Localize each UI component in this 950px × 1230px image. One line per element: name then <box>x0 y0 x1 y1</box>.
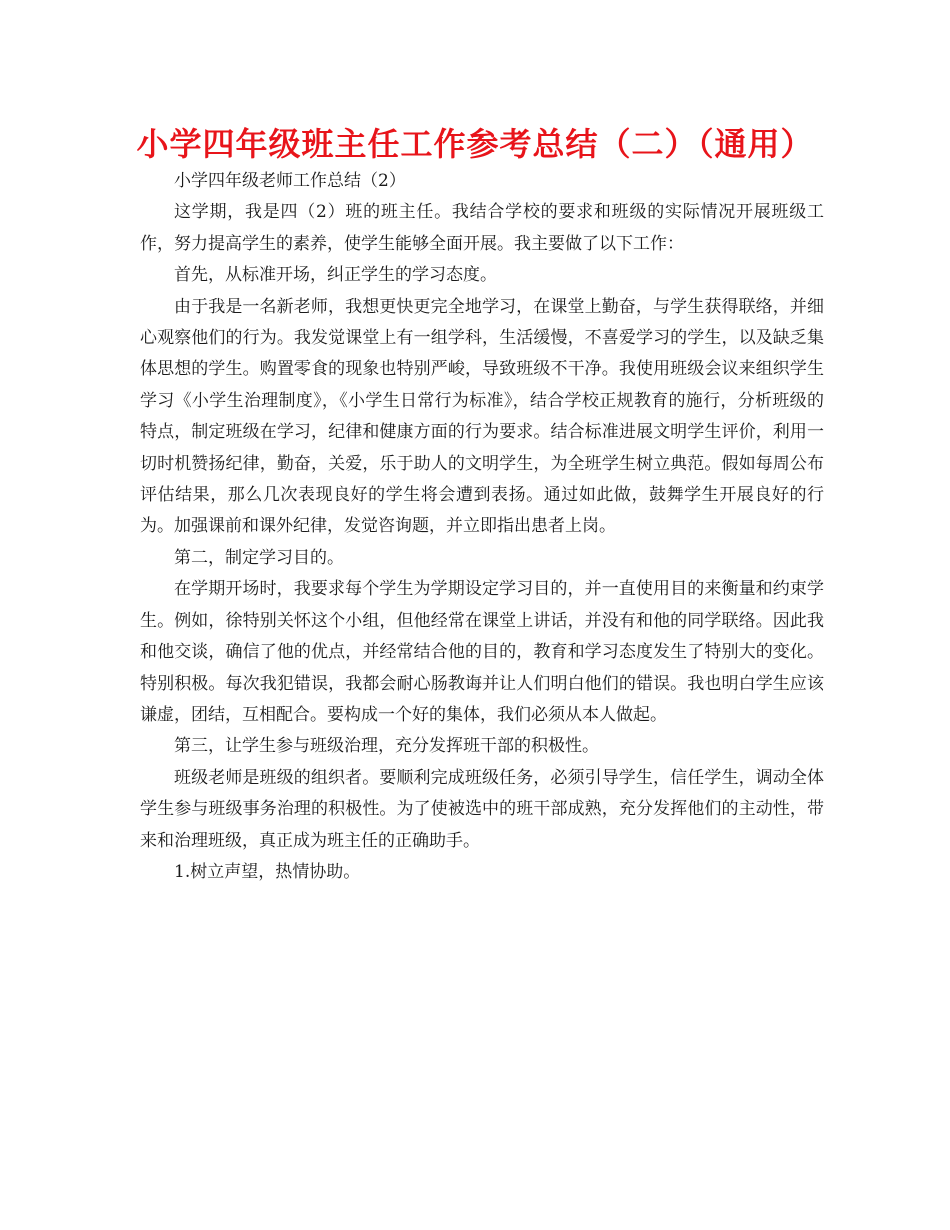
section-heading-second: 第二，制定学习目的。 <box>174 547 344 568</box>
body-paragraph: 在学期开场时，我要求每个学生为学期设定学习目的，并一直使用目的来衡量和约束学生。例如，徐特别关怀这个小组，但他经常在课堂上讲话，并没有和他的同学联络。因此我和他交谈，确信了他的优点，并经常结合他的目的，教育和学习态度发生了特别大的变化。特别积极。每次我犯错误，我都会耐心肠教诲并让人们明白他们的错误。我也明白学生应该谦虚，团结，互相配合。要构成一个好的集体，我们必须从本人做起。 <box>140 579 824 725</box>
section-heading-third: 第三，让学生参与班级治理，充分发挥班干部的积极性。 <box>174 736 599 757</box>
list-item: 1.树立声望，热情协助。 <box>174 861 361 882</box>
document-body <box>140 166 824 888</box>
document-title: 小学四年级班主任工作参考总结（二）（通用） <box>136 125 814 163</box>
body-paragraph: 班级老师是班级的组织者。要顺利完成班级任务，必须引导学生，信任学生，调动全体学生参与班级事务治理的积极性。为了使被选中的班干部成熟，充分发挥他们的主动性，带来和治理班级，真正成为班主任的正确助手。 <box>140 767 824 851</box>
section-heading-first: 首先，从标准开场，纠正学生的学习态度。 <box>174 265 497 286</box>
body-paragraph: 由于我是一名新老师，我想更快更完全地学习，在课堂上勤奋，与学生获得联络，并细心观察他们的行为。我发觉课堂上有一组学科，生活缓慢，不喜爱学习的学生，以及缺乏集体思想的学生。购置零食的现象也特别严峻，导致班级不干净。我使用班级会议来组织学生学习《小学生治理制度》，《小学生日常行为标准》，结合学校正规教育的施行，分析班级的特点，制定班级在学习，纪律和健康方面的行为要求。结合标准进展文明学生评价，利用一切时机赞扬纪律，勤奋，关爱，乐于助人的文明学生，为全班学生树立典范。假如每周公布评估结果，那么几次表现良好的学生将会遭到表扬。通过如此做，鼓舞学生开展良好的行为。加强课前和课外纪律，发觉咨询题，并立即指出患者上岗。 <box>140 296 824 537</box>
subtitle-paragraph: 小学四年级老师工作总结（2） <box>174 171 406 191</box>
intro-paragraph: 这学期，我是四（2）班的班主任。我结合学校的要求和班级的实际情况开展班级工作，努力提高学生的素养，使学生能够全面开展。我主要做了以下工作： <box>140 202 824 254</box>
